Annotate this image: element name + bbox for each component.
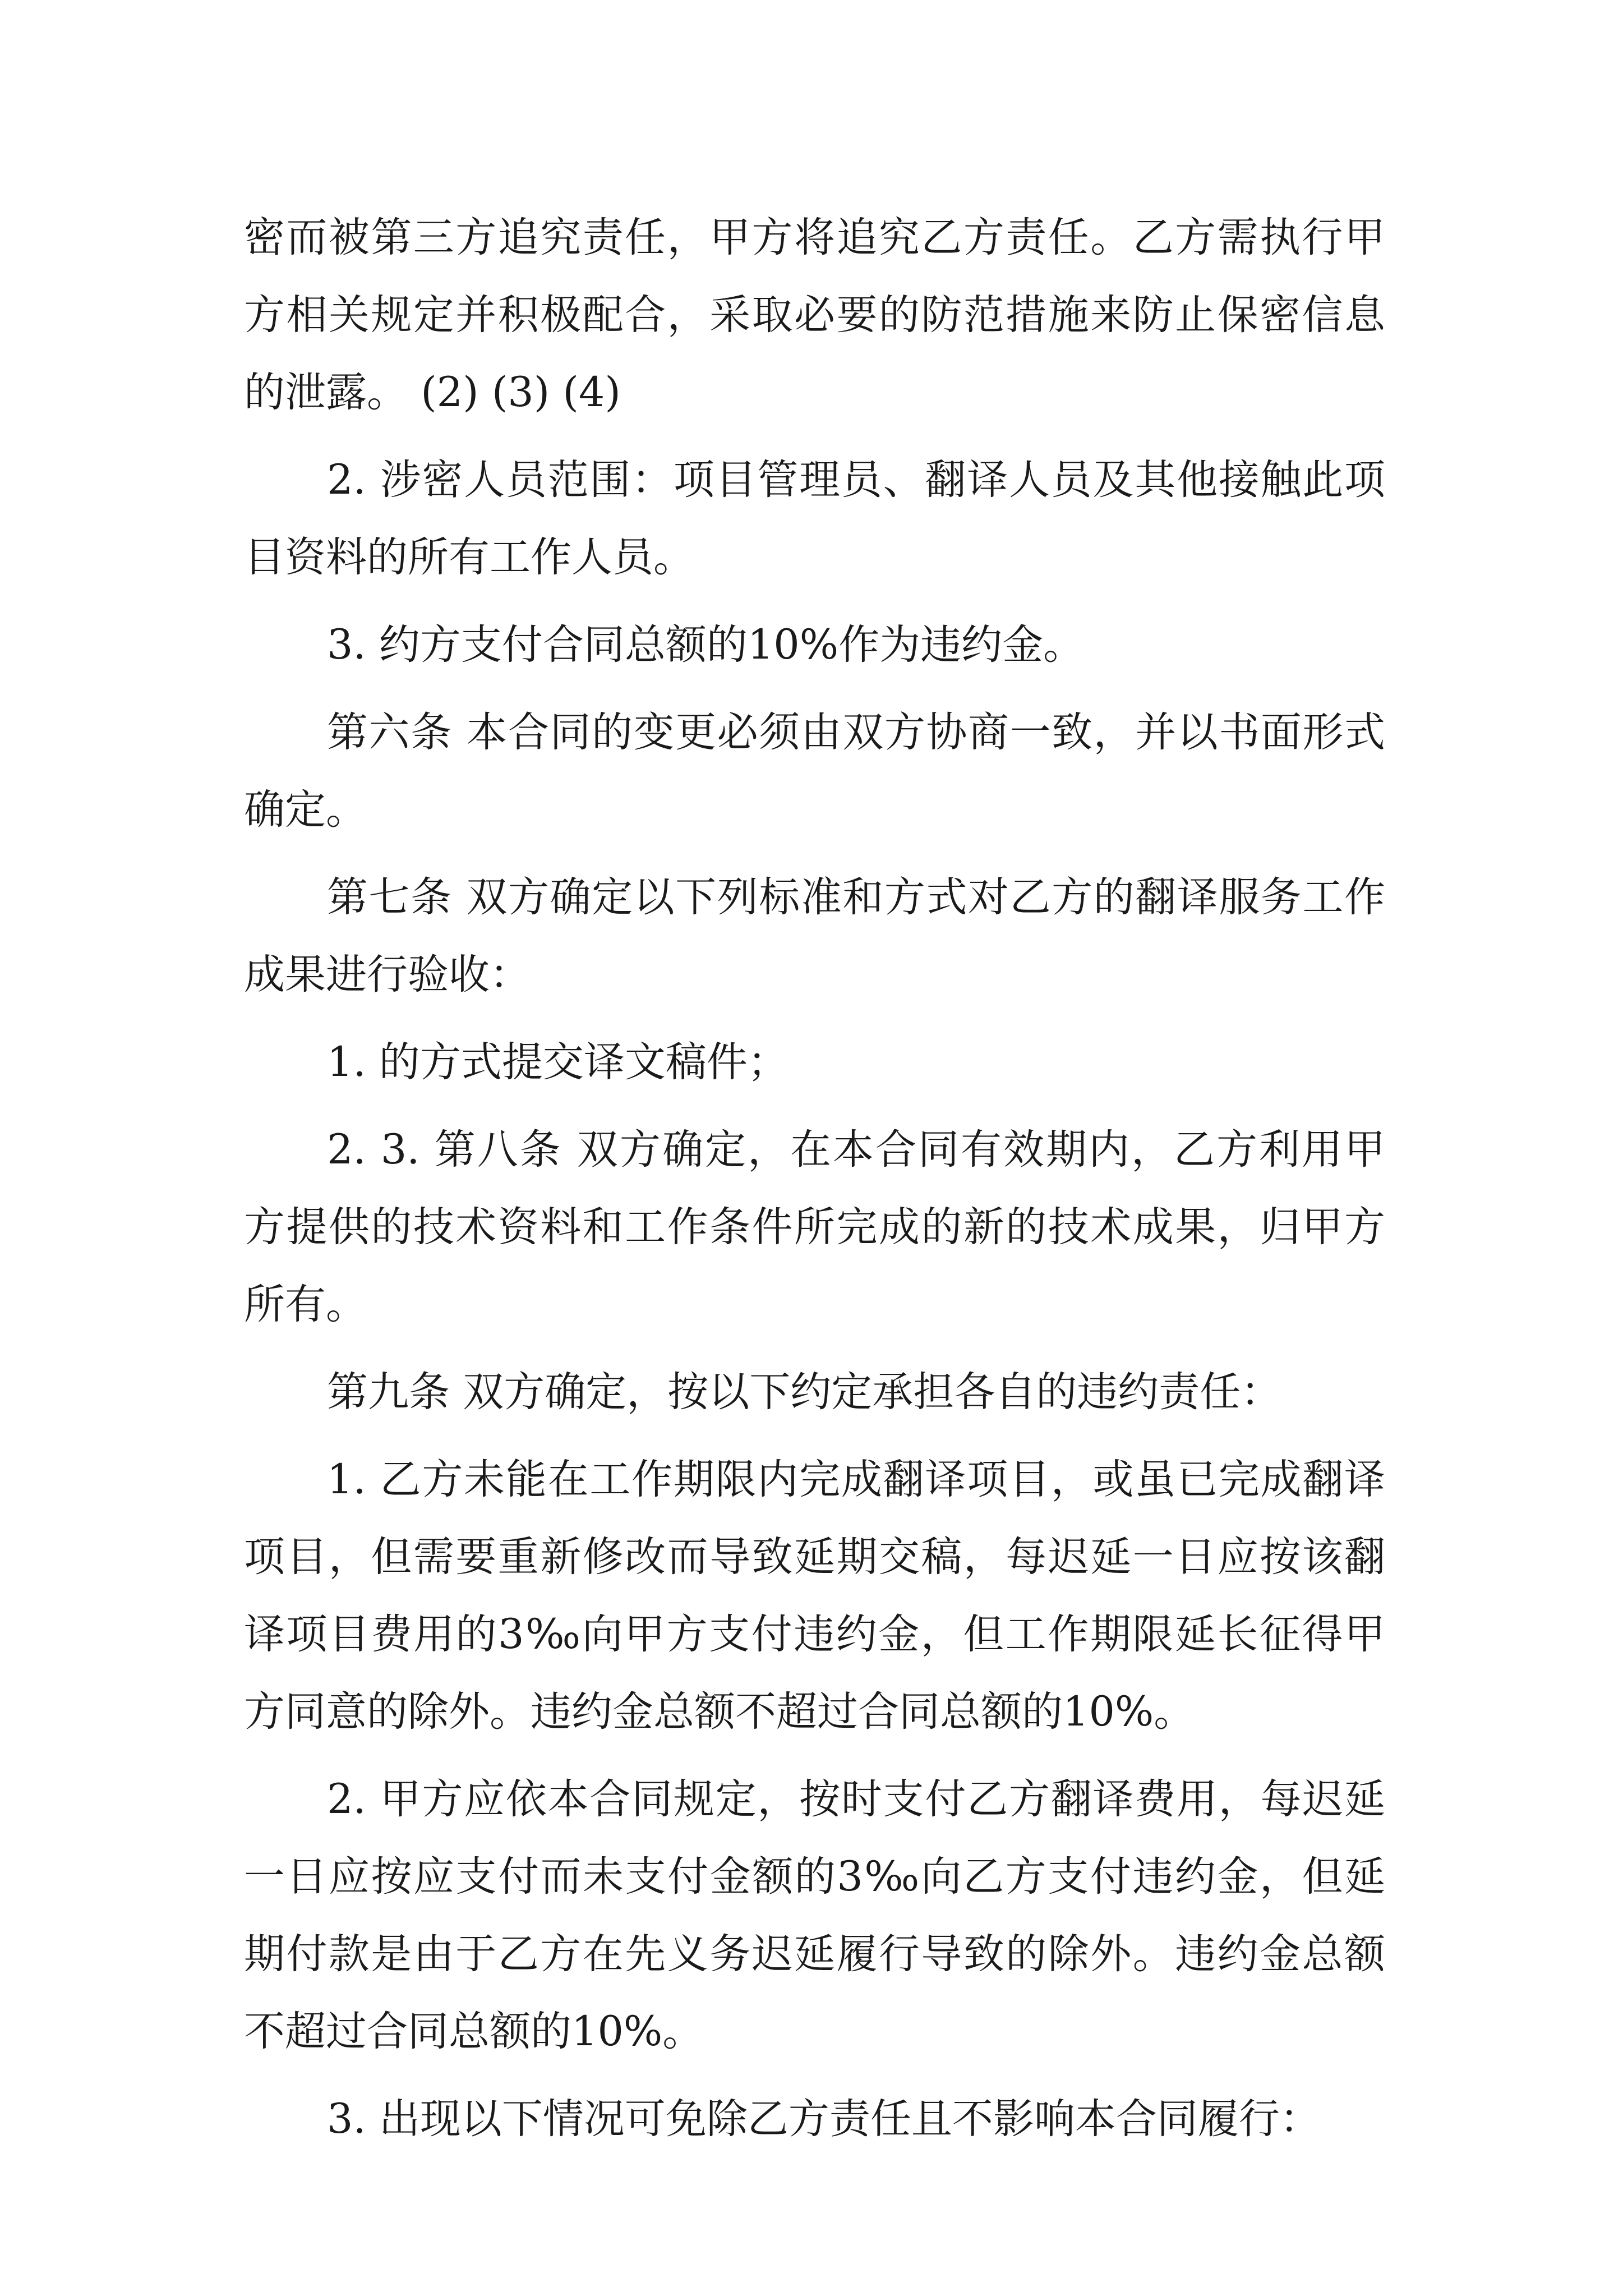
paragraph-article-eight: 2. 3. 第八条 双方确定，在本合同有效期内，乙方利用甲方提供的技术资料和工作条件所完成的新的技术成果，归甲方所有。 [244, 1126, 1385, 1328]
paragraph-article-seven: 第七条 双方确定以下列标准和方式对乙方的翻译服务工作成果进行验收： [244, 873, 1385, 999]
paragraph-article-nine: 第九条 双方确定，按以下约定承担各自的违约责任： [327, 1368, 1282, 1416]
paragraph-exemption-conditions: 3. 出现以下情况可免除乙方责任且不影响本合同履行： [327, 2095, 1321, 2143]
paragraph-confidentiality-liability: 密而被第三方追究责任，甲方将追究乙方责任。乙方需执行甲方相关规定并积极配合，采取必要的防范措施来防止保密信息的泄露。 (2) (3) (4) [244, 214, 1385, 416]
paragraph-confidential-personnel-scope: 2. 涉密人员范围：项目管理员、翻译人员及其他接触此项目资料的所有工作人员。 [244, 456, 1385, 581]
paragraph-party-b-delay-penalty: 1. 乙方未能在工作期限内完成翻译项目，或虽已完成翻译项目，但需要重新修改而导致延期交稿，每迟延一日应按该翻译项目费用的3‰向甲方支付违约金，但工作期限延长征得甲方同意的除外。违约金总额不超过合同总额的10%。 [244, 1456, 1385, 1736]
document-body [244, 199, 1385, 2158]
paragraph-article-six: 第六条 本合同的变更必须由双方协商一致，并以书面形式确定。 [244, 708, 1385, 834]
paragraph-penalty-ten-percent: 3. 约方支付合同总额的10%作为违约金。 [327, 621, 1085, 669]
paragraph-submission-method: 1. 的方式提交译文稿件； [327, 1038, 789, 1086]
paragraph-party-a-payment-penalty: 2. 甲方应依本合同规定，按时支付乙方翻译费用，每迟延一日应按应支付而未支付金额的3‰向乙方支付违约金，但延期付款是由于乙方在先义务迟延履行导致的除外。违约金总额不超过合同总额的10%。 [244, 1775, 1385, 2055]
